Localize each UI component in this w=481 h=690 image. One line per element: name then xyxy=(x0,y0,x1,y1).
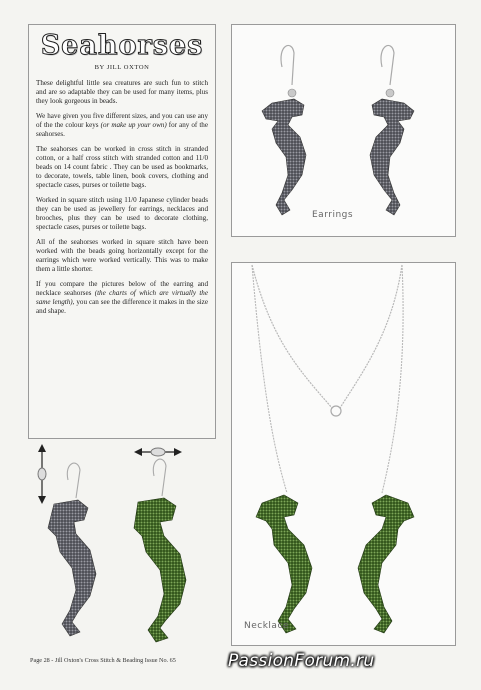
paragraph-6-text: If you compare the pictures below of the earring and necklace seahorses xyxy=(36,280,208,297)
necklace-seahorse-left xyxy=(256,495,312,633)
article-byline: BY JILL OXTON xyxy=(94,64,150,71)
right-earring-seahorse xyxy=(370,99,414,215)
necklace-chain-left xyxy=(252,265,332,408)
earrings-illustration xyxy=(232,25,457,238)
paragraph-6-end: you can see the difference it makes in the size and shape. xyxy=(36,298,208,315)
comparison-illustration xyxy=(26,440,226,645)
left-earring-seahorse xyxy=(262,99,306,215)
vertical-bead-sample xyxy=(38,468,46,480)
necklace-seahorse-right xyxy=(358,495,414,633)
article-title: Seahorses xyxy=(40,30,204,61)
article-paragraph-6 xyxy=(36,280,208,316)
necklace-chain-drop-right xyxy=(382,265,403,493)
article-paragraph-5: All of the seahorses worked in square stitch have been worked with the beads going horizontally except for the earrings which were worked vertically. This was to make them a little shorter. xyxy=(36,238,208,273)
paragraph-2-italic: (or make up your own) xyxy=(100,121,167,129)
paragraph-2-text: We have given you five different sizes, and you can use any of the the colour keys xyxy=(36,112,208,129)
grey-seahorse xyxy=(48,500,96,636)
article-column xyxy=(28,24,216,439)
article-paragraph-1: These delightful little sea creatures are such fun to stitch and are so adaptable they can be used for many items, plus they look gorgeous in beads. xyxy=(36,79,208,105)
horizontal-bead-sample xyxy=(151,448,165,456)
page-footer: Page 28 - Jill Oxton's Cross Stitch & Beading Issue No. 65 xyxy=(30,657,176,664)
article-paragraph-2 xyxy=(36,112,208,139)
necklace-caption: Necklace xyxy=(244,621,289,631)
site-watermark: PassionForum.ru xyxy=(228,651,375,671)
paragraph-2-end: for any of the seahorses. xyxy=(36,121,208,138)
necklace-illustration xyxy=(232,263,457,647)
article-paragraph-4: Worked in square stitch using 11/0 Japanese cylinder beads they can be used as jewellery for earrings, necklaces and brooches, plus they can be used to decorate clothing, spectacle cases, purses or toilette bags. xyxy=(36,196,208,231)
right-earring-bead xyxy=(386,89,394,97)
necklace-chain-right xyxy=(340,265,402,408)
left-earring-hook xyxy=(281,45,294,85)
comparison-photo xyxy=(26,440,226,645)
necklace-clasp xyxy=(331,406,341,416)
left-earring-bead xyxy=(288,89,296,97)
right-earring-hook xyxy=(381,45,394,85)
earrings-photo xyxy=(231,24,456,237)
paragraph-6-italic: (the charts of which are virtually the same length), xyxy=(36,289,208,306)
earrings-caption: Earrings xyxy=(312,210,354,220)
article-paragraph-3: The seahorses can be worked in cross stitch in stranded cotton, or a half cross stitch with stranded cotton and 11/0 beads on 14 count fabric . They can be used as bookmarks, to decorate, towels, table linen, book covers, clothing and spectacle cases, purses or toilette bags. xyxy=(36,145,208,189)
necklace-chain-drop-left xyxy=(252,265,287,493)
green-seahorse xyxy=(134,498,186,642)
necklace-photo xyxy=(231,262,456,646)
